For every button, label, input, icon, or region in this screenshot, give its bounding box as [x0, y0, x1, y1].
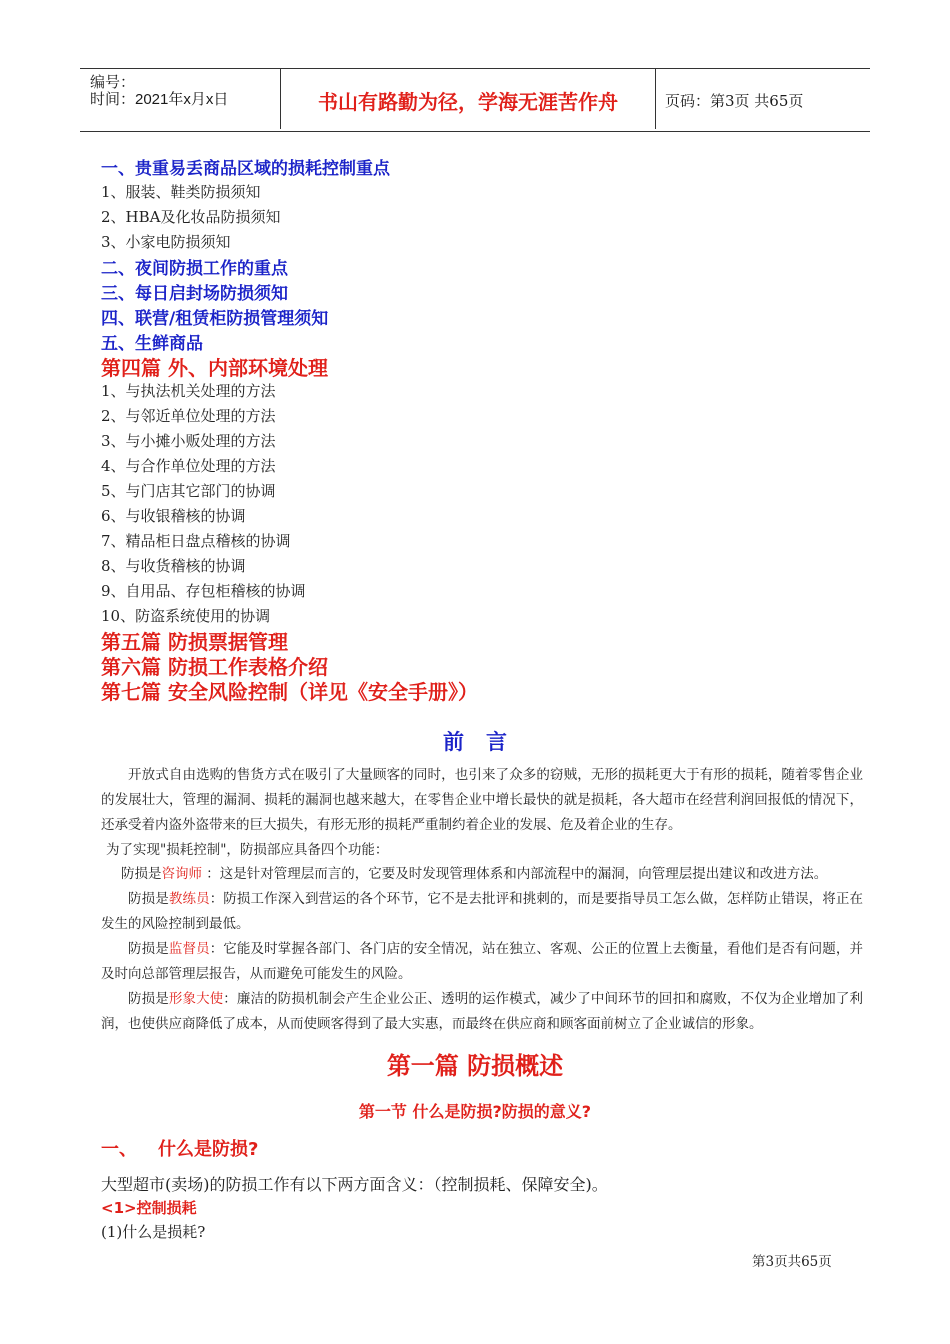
- header-motto: 书山有路勤为径，学海无涯苦作舟: [318, 90, 618, 114]
- role-consultant: 咨询师: [161, 866, 202, 882]
- chapter-intro: 大型超市(卖场)的防损工作有以下两方面含义：（控制损耗、保障安全)。: [101, 1175, 608, 1194]
- toc-item: 2、与邻近单位处理的方法: [101, 407, 276, 425]
- subheading-control-loss: <1>控制损耗: [101, 1199, 197, 1217]
- header-page-cell: [655, 69, 870, 129]
- question-what-is-loss: (1)什么是损耗?: [101, 1223, 206, 1241]
- toc-item: 4、与合作单位处理的方法: [101, 457, 276, 475]
- toc-part-5: 第五篇 防损票据管理: [101, 630, 288, 654]
- header-info-cell: [80, 69, 280, 129]
- preface-title: [0, 726, 950, 756]
- function-coach: 防损是教练员：防损工作深入到营运的各个环节，它不是去批评和挑刺的，而是要指导员工怎么做，怎样防止错误，将正在发生的风险控制到最低。: [101, 891, 864, 932]
- toc-section-2: 二、夜间防损工作的重点: [101, 259, 288, 279]
- toc-item: 2、HBA及化妆品防损须知: [101, 208, 281, 226]
- preface-title-char: 前: [443, 730, 464, 754]
- doc-number-label: 编号：: [90, 74, 136, 91]
- function-ambassador: 防损是形象大使：廉洁的防损机制会产生企业公正、透明的运作模式，减少了中间环节的回扣和腐败，不仅为企业增加了利润，也使供应商降低了成本，从而使顾客得到了最大实惠，而最终在供应商和顾客面前树立了企业诚信的形象。: [101, 991, 864, 1032]
- toc-item: 10、防盗系统使用的协调: [101, 607, 271, 625]
- header-motto-cell: [280, 69, 656, 129]
- toc-item: 3、小家电防损须知: [101, 233, 231, 251]
- toc-section-3: 三、每日启封场防损须知: [101, 284, 288, 304]
- toc-part-4: 第四篇 外、内部环境处理: [101, 356, 328, 380]
- role-coach: 教练员: [168, 891, 210, 907]
- toc-section-4: 四、联营/租赁柜防损管理须知: [101, 309, 329, 329]
- toc-part-7: 第七篇 安全风险控制（详见《安全手册》）: [101, 680, 478, 704]
- toc-item: 1、与执法机关处理的方法: [101, 382, 276, 400]
- toc-item: 6、与收银稽核的协调: [101, 507, 246, 525]
- role-ambassador: 形象大使: [168, 991, 224, 1007]
- heading-what-is-loss-prevention: [101, 1135, 258, 1161]
- role-supervisor: 监督员: [168, 941, 210, 957]
- function-consultant: 防损是咨询师 ：这是针对管理层而言的，它要及时发现管理体系和内部流程中的漏洞，向管理层提出建议和改进方法。: [121, 866, 828, 882]
- toc-item: 7、精品柜日盘点稽核的协调: [101, 532, 291, 550]
- chapter-title: 第一篇 防损概述: [386, 1052, 564, 1080]
- function-supervisor: 防损是监督员：它能及时掌握各部门、各门店的安全情况，站在独立、客观、公正的位置上去衡量，看他们是否有问题，并及时向总部管理层报告，从而避免可能发生的风险。: [101, 941, 864, 982]
- preface-paragraph-2: 为了实现"损耗控制"，防损部应具备四个功能：: [106, 842, 389, 858]
- toc-section-1: 一、贵重易丢商品区域的损耗控制重点: [101, 159, 390, 179]
- heading-text: 什么是防损?: [158, 1139, 259, 1160]
- preface-title-char: 言: [486, 730, 507, 754]
- page-footer: 第3页共65页: [752, 1254, 832, 1270]
- page-header: [80, 68, 870, 132]
- toc-part-6: 第六篇 防损工作表格介绍: [101, 655, 328, 679]
- header-page-number: 页码：第3页 共65页: [665, 92, 804, 110]
- toc-item: 9、自用品、存包柜稽核的协调: [101, 582, 306, 600]
- doc-date: 时间：2021年x月x日: [90, 91, 229, 108]
- section-title: 第一节 什么是防损?防损的意义?: [358, 1102, 592, 1121]
- heading-number: 一、: [101, 1139, 137, 1160]
- preface-paragraph-1: 开放式自由选购的售货方式在吸引了大量顾客的同时，也引来了众多的窃贼，无形的损耗更大于有形的损耗，随着零售企业的发展壮大，管理的漏洞、损耗的漏洞也越来越大，在零售企业中增长最快的就是损耗，各大超市在经营利润回报低的情况下，还承受着内盗外盗带来的巨大损失，有形无形的损耗严重制约着企业的发展、危及着企业的生存。: [101, 767, 863, 833]
- toc-section-5: 五、生鲜商品: [101, 334, 203, 354]
- toc-item: 3、与小摊小贩处理的方法: [101, 432, 276, 450]
- toc-item: 1、服装、鞋类防损须知: [101, 183, 261, 201]
- toc-item: 5、与门店其它部门的协调: [101, 482, 276, 500]
- toc-item: 8、与收货稽核的协调: [101, 557, 246, 575]
